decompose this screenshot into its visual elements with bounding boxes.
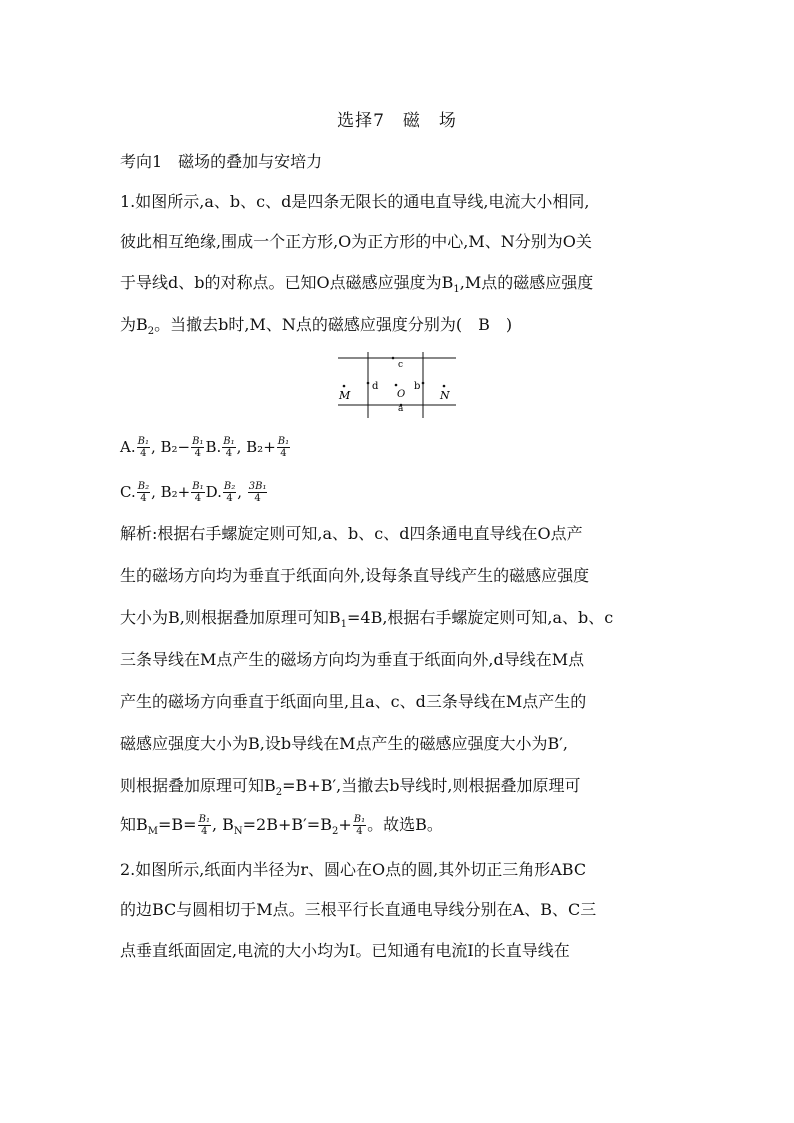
section-heading: 考向1 磁场的叠加与安培力 <box>120 152 323 171</box>
q1-line-1: 1.如图所示,a、b、c、d是四条无限长的通电直导线,电流大小相同, <box>120 192 590 211</box>
analysis-line-8: 知$B_M=B=$ $\frac{\text{B₁}}{4}$ , $B_N=2B+B'=B_2+$ $\frac{\text{B₁}}{4}$ 。故选B。 <box>120 814 443 838</box>
analysis-line-7: 则根据叠加原理可知$B_2=B+B'$,当撤去b导线时,则根据叠加原理可 <box>120 776 581 799</box>
label-c: c <box>398 360 404 370</box>
analysis-line-5: 产生的磁场方向垂直于纸面向里,且a、c、d三条导线在M点产生的 <box>120 692 587 711</box>
option-C: C. $\frac{\text{B₂}}{4}$ , B₂+ $\frac{\text{B₁}}{4}$ <box>120 481 204 504</box>
dot-b <box>422 382 425 385</box>
label-a: a <box>398 404 404 414</box>
analysis-line-4: 三条导线在M点产生的磁场方向均为垂直于纸面向外,d导线在M点 <box>120 650 585 669</box>
label-M: M <box>339 389 351 402</box>
q2-line-3: 点垂直纸面固定,电流的大小均为I。已知通有电流I的长直导线在 <box>120 941 570 960</box>
label-d: d <box>372 381 379 392</box>
analysis-line-2: 生的磁场方向均为垂直于纸面向外,设每条直导线产生的磁感应强度 <box>120 566 590 585</box>
q1-line-2: 彼此相互绝缘,围成一个正方形,O为正方形的中心,M、N分别为O关 <box>120 232 592 251</box>
label-b: b <box>414 381 421 392</box>
option-B: B. $\frac{\text{B₁}}{4}$ , B₂+ $\frac{\text{B₁}}{4}$ <box>205 436 290 459</box>
options-row-cd <box>120 481 268 504</box>
wire-square-figure <box>334 350 460 420</box>
option-D: D. $\frac{\text{B₂}}{4}$ , $\frac{\text{3B₁}}{4}$ <box>205 481 267 504</box>
dot-O <box>395 384 398 387</box>
q1-line-3: 于导线d、b的对称点。已知O点磁感应强度为$B_1,M$点的磁感应强度 <box>120 273 594 296</box>
q2-line-1: 2.如图所示,纸面内半径为r、圆心在O点的圆,其外切正三角形ABC <box>120 860 587 879</box>
q2-line-2: 的边BC与圆相切于M点。三根平行长直通电导线分别在A、B、C三 <box>120 900 597 919</box>
q1-line-4: 为$B_2$。当撤去b时,M、N点的磁感应强度分别为( B ) <box>120 315 513 338</box>
dot-c <box>392 357 395 360</box>
dot-d <box>367 382 370 385</box>
dot-N <box>443 385 446 388</box>
analysis-line-3: 大小为B,则根据叠加原理可知$B_1=4B$,根据右手螺旋定则可知,a、b、c <box>120 608 614 631</box>
label-N: N <box>440 389 450 402</box>
option-A: A. $\frac{\text{B₁}}{4}$ , B₂− $\frac{\text{B₁}}{4}$ <box>120 436 204 459</box>
analysis-line-1: 解析:根据右手螺旋定则可知,a、b、c、d四条通电直导线在O点产 <box>120 524 583 543</box>
analysis-line-6: 磁感应强度大小为B,设b导线在M点产生的磁感应强度大小为B′, <box>120 734 568 753</box>
label-O: O <box>397 389 406 400</box>
dot-M <box>343 385 346 388</box>
page-title: 选择7 磁 场 <box>337 111 457 131</box>
options-row-ab <box>120 436 291 459</box>
